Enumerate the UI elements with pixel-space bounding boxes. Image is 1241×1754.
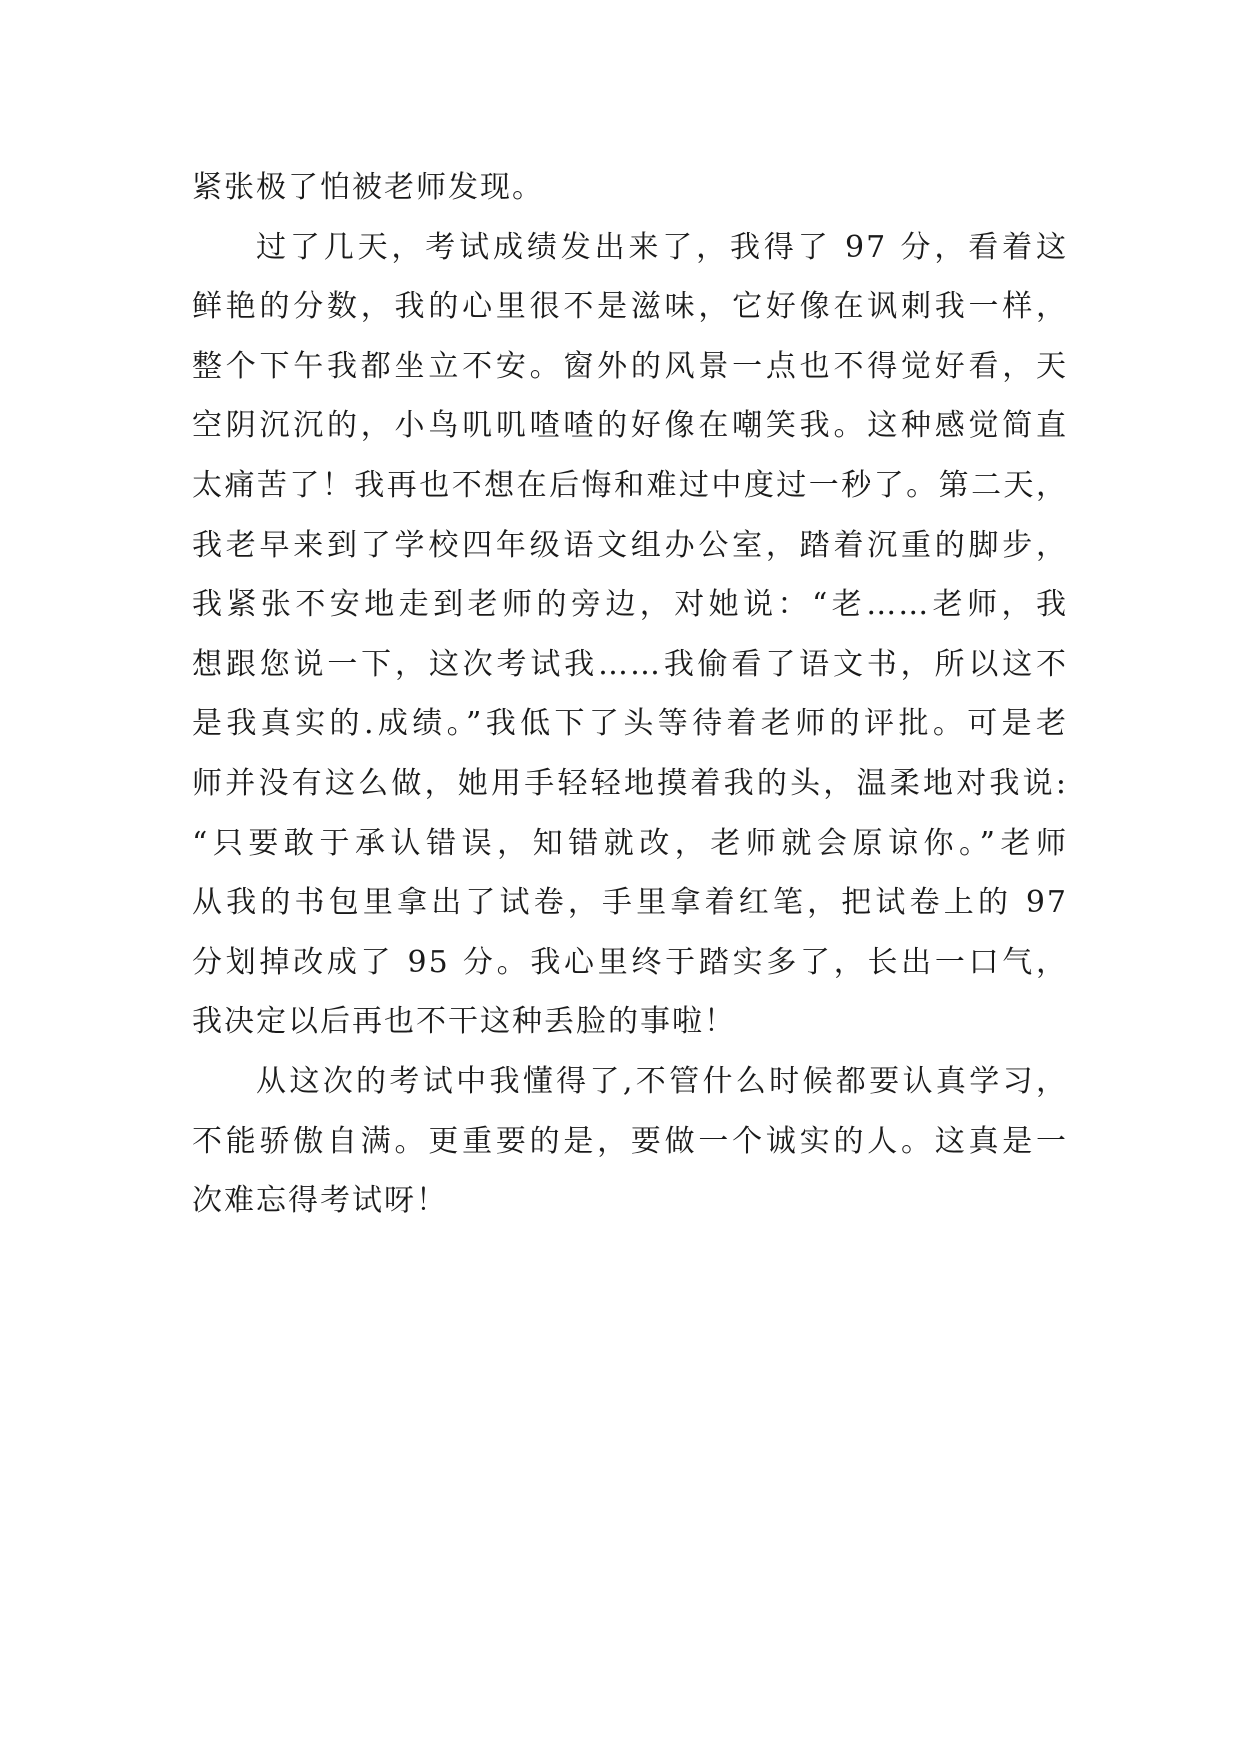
paragraph-start-line: 过了几天，考试成绩发出来了，我得了 97 分，看着这	[256, 229, 1068, 265]
text-line: 太痛苦了！我再也不想在后悔和难过中度过一秒了。第二天，	[192, 467, 1068, 503]
text-line: 想跟您说一下，这次考试我……我偷看了语文书，所以这不	[192, 646, 1068, 682]
text-line: 我紧张不安地走到老师的旁边，对她说：“老……老师，我	[192, 587, 1068, 623]
text-line: 从我的书包里拿出了试卷，手里拿着红笔，把试卷上的 97	[192, 885, 1068, 921]
essay-text	[192, 158, 1068, 1231]
text-line: 空阴沉沉的，小鸟叽叽喳喳的好像在嘲笑我。这种感觉简直	[192, 408, 1068, 444]
text-line: 鲜艳的分数，我的心里很不是滋味，它好像在讽刺我一样，	[192, 289, 1068, 325]
text-line: 分划掉改成了 95 分。我心里终于踏实多了，长出一口气，	[192, 944, 1068, 980]
text-line: 次难忘得考试呀！	[192, 1183, 448, 1219]
text-line: 是我真实的.成绩。”我低下了头等待着老师的评批。可是老	[192, 706, 1068, 742]
text-line: 师并没有这么做，她用手轻轻地摸着我的头，温柔地对我说:	[192, 765, 1068, 801]
text-line: 整个下午我都坐立不安。窗外的风景一点也不得觉好看，天	[192, 348, 1068, 384]
paragraph-start-line: 从这次的考试中我懂得了,不管什么时候都要认真学习，	[256, 1063, 1068, 1099]
text-line: 紧张极了怕被老师发现。	[192, 170, 544, 205]
text-line: 不能骄傲自满。更重要的是，要做一个诚实的人。这真是一	[192, 1123, 1068, 1159]
text-line: 我决定以后再也不干这种丢脸的事啦！	[192, 1004, 736, 1040]
text-line: 我老早来到了学校四年级语文组办公室，踏着沉重的脚步，	[192, 527, 1068, 563]
text-line: “只要敢于承认错误，知错就改，老师就会原谅你。”老师	[192, 825, 1068, 861]
